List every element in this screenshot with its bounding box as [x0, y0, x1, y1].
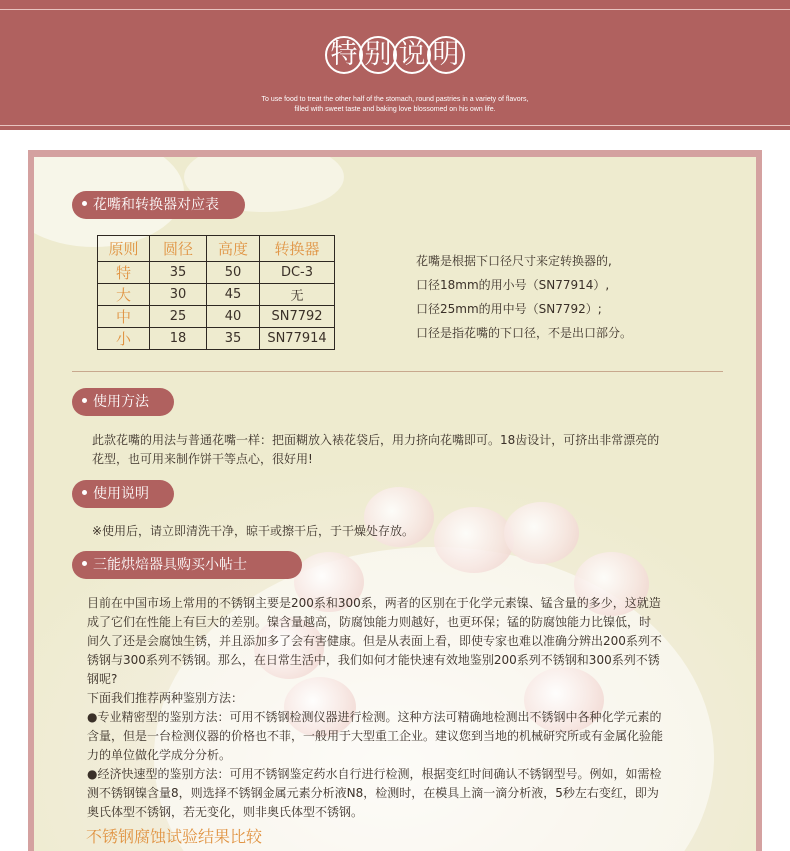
- corrosion-test-subheading: 不锈钢腐蚀试验结果比较: [86, 827, 263, 846]
- note-line: 花嘴是根据下口径尺寸来定转换器的,: [416, 254, 612, 268]
- header-banner: [0, 0, 790, 130]
- table-cell: SN77914: [260, 328, 335, 350]
- title-char: 特: [325, 36, 363, 74]
- table-cell: 18: [150, 328, 207, 350]
- paragraph-line: ●经济快速型的鉴别方法：可用不锈钢鉴定药水自行进行检测，根据变红时间确认不锈钢型号。例如，如需检: [87, 767, 662, 781]
- table-cell: 无: [260, 284, 335, 306]
- table-header-cell: 圆径: [150, 236, 207, 262]
- tagline-line: To use food to treat the other half of the stomach, round pastries in a variety of flavors,: [261, 96, 529, 103]
- title-char: 别: [359, 36, 397, 74]
- paragraph-line: 力的单位做化学成分分析。: [87, 748, 232, 762]
- usage-method-text: [92, 431, 732, 469]
- section-heading-text: 使用说明: [93, 486, 149, 502]
- table-cell: 40: [207, 306, 260, 328]
- paragraph-line: 间久了还是会腐蚀生锈，并且添加多了会有害健康。但是从表面上看，即使专家也难以准确分辨出200系列不: [87, 634, 662, 648]
- table-cell: 中: [98, 306, 150, 328]
- section-heading-nozzle-table: [72, 191, 245, 219]
- section-heading-buying-tips: [72, 551, 302, 579]
- table-cell: 45: [207, 284, 260, 306]
- table-cell: 35: [207, 328, 260, 350]
- table-row: [98, 284, 335, 306]
- usage-notes-text: [92, 522, 732, 541]
- bullet-dot: [82, 201, 87, 206]
- nozzle-notes: [416, 249, 632, 345]
- table-header-row: [98, 236, 335, 262]
- bullet-dot: [82, 398, 87, 403]
- nozzle-converter-table: [97, 235, 335, 350]
- title-char: 说: [393, 36, 431, 74]
- tagline-line: filled with sweet taste and baking love blossomed on his own life.: [294, 106, 496, 113]
- note-line: 口径是指花嘴的下口径，不是出口部分。: [416, 326, 633, 340]
- paragraph-line: 花型，也可用来制作饼干等点心，很好用!: [92, 452, 313, 466]
- paragraph-line: 此款花嘴的用法与普通花嘴一样：把面糊放入裱花袋后，用力挤向花嘴即可。18齿设计，可挤出非常漂亮的: [92, 433, 660, 447]
- section-heading-text: 花嘴和转换器对应表: [93, 197, 219, 213]
- buying-tips-text: [87, 594, 732, 822]
- paragraph-line: 钢呢?: [87, 672, 118, 686]
- paragraph-line: 锈钢与300系列不锈钢。那么，在日常生活中，我们如何才能快速有效地鉴别200系列不锈钢和300系列不锈: [87, 653, 660, 667]
- banner-title: [0, 36, 790, 74]
- paragraph-line: 含量，但是一台检测仪器的价格也不菲，一般用于大型重工企业。建议您到当地的机械研究所或有金属化验能: [87, 729, 664, 743]
- bullet-dot: [82, 561, 87, 566]
- table-cell: 特: [98, 262, 150, 284]
- section-heading-usage-notes: [72, 480, 174, 508]
- table-cell: SN7792: [260, 306, 335, 328]
- section-heading-text: 三能烘焙器具购买小帖士: [93, 557, 247, 573]
- table-header-cell: 高度: [207, 236, 260, 262]
- table-header-cell: 转换器: [260, 236, 335, 262]
- section-divider: [72, 371, 723, 372]
- paragraph-line: ●专业精密型的鉴别方法：可用不锈钢检测仪器进行检测。这种方法可精确地检测出不锈钢中各种化学元素的: [87, 710, 662, 724]
- note-line: 口径25mm的用中号（SN7792）;: [416, 302, 602, 316]
- bullet-dot: [82, 490, 87, 495]
- paragraph-line: ※使用后，请立即清洗干净，晾干或擦干后，于干燥处存放。: [92, 524, 415, 538]
- section-heading-text: 使用方法: [93, 394, 149, 410]
- table-cell: 50: [207, 262, 260, 284]
- banner-top-rule: [0, 9, 790, 10]
- table-row: [98, 306, 335, 328]
- table-cell: 35: [150, 262, 207, 284]
- paragraph-line: 下面我们推荐两种鉴别方法：: [87, 691, 244, 705]
- table-header-cell: 原则: [98, 236, 150, 262]
- note-line: 口径18mm的用小号（SN77914）,: [416, 278, 610, 292]
- table-cell: 小: [98, 328, 150, 350]
- table-cell: 25: [150, 306, 207, 328]
- paragraph-line: 成了它们在性能上有巨大的差别。镍含量越高，防腐蚀能力则越好，也更环保；锰的防腐蚀能力比镍低，时: [87, 615, 652, 629]
- title-char: 明: [427, 36, 465, 74]
- paragraph-line: 目前在中国市场上常用的不锈钢主要是200系和300系，两者的区别在于化学元素镍、锰含量的多少，这就造: [87, 596, 661, 610]
- banner-bottom-rule: [0, 125, 790, 126]
- table-row: [98, 328, 335, 350]
- table-cell: 30: [150, 284, 207, 306]
- table-cell: 大: [98, 284, 150, 306]
- banner-tagline: [0, 95, 790, 115]
- paragraph-line: 奥氏体型不锈钢，若无变化，则非奥氏体型不锈钢。: [87, 805, 364, 819]
- paragraph-line: 测不锈钢镍含量8，则选择不锈钢金属元素分析液N8，检测时，在模具上滴一滴分析液，5秒左右变红，即为: [87, 786, 659, 800]
- table-row: [98, 262, 335, 284]
- section-heading-usage-method: [72, 388, 174, 416]
- table-cell: DC-3: [260, 262, 335, 284]
